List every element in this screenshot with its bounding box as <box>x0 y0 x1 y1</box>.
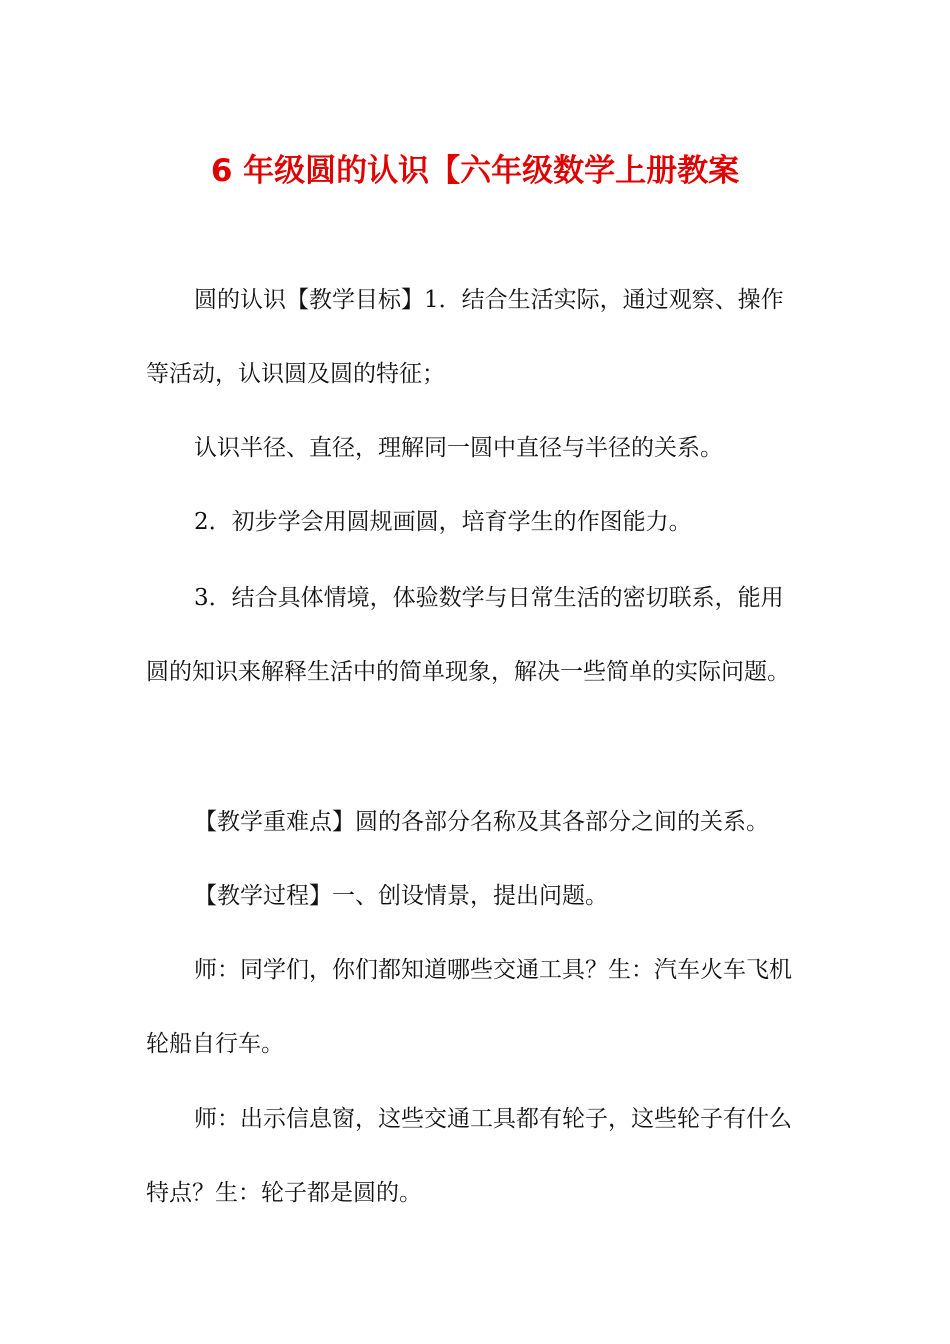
document-title: 6 年级圆的认识【六年级数学上册教案 <box>210 153 740 189</box>
paragraph-dialogue-wheels: 师：出示信息窗，这些交通工具都有轮子，这些轮子有什么特点？生：轮子都是圆的。 <box>146 1106 792 1206</box>
paragraph-teaching-goals: 圆的认识【教学目标】1．结合生活实际，通过观察、操作等活动，认识圆及圆的特征； <box>146 287 784 387</box>
paragraph-compass-drawing: 2．初步学会用圆规画圆，培育学生的作图能力。 <box>194 509 692 535</box>
paragraph-life-connection: 3．结合具体情境，体验数学与日常生活的密切联系，能用圆的知识来解释生活中的简单现象，解决一些简单的实际问题。 <box>146 585 790 685</box>
paragraph-radius-diameter: 认识半径、直径，理解同一圆中直径与半径的关系。 <box>194 435 723 461</box>
paragraph-teaching-process: 【教学过程】一、创设情景，提出问题。 <box>194 883 608 909</box>
paragraph-dialogue-transport: 师：同学们，你们都知道哪些交通工具？生：汽车火车飞机轮船自行车。 <box>146 957 792 1057</box>
paragraph-key-points: 【教学重难点】圆的各部分名称及其各部分之间的关系。 <box>194 809 769 835</box>
